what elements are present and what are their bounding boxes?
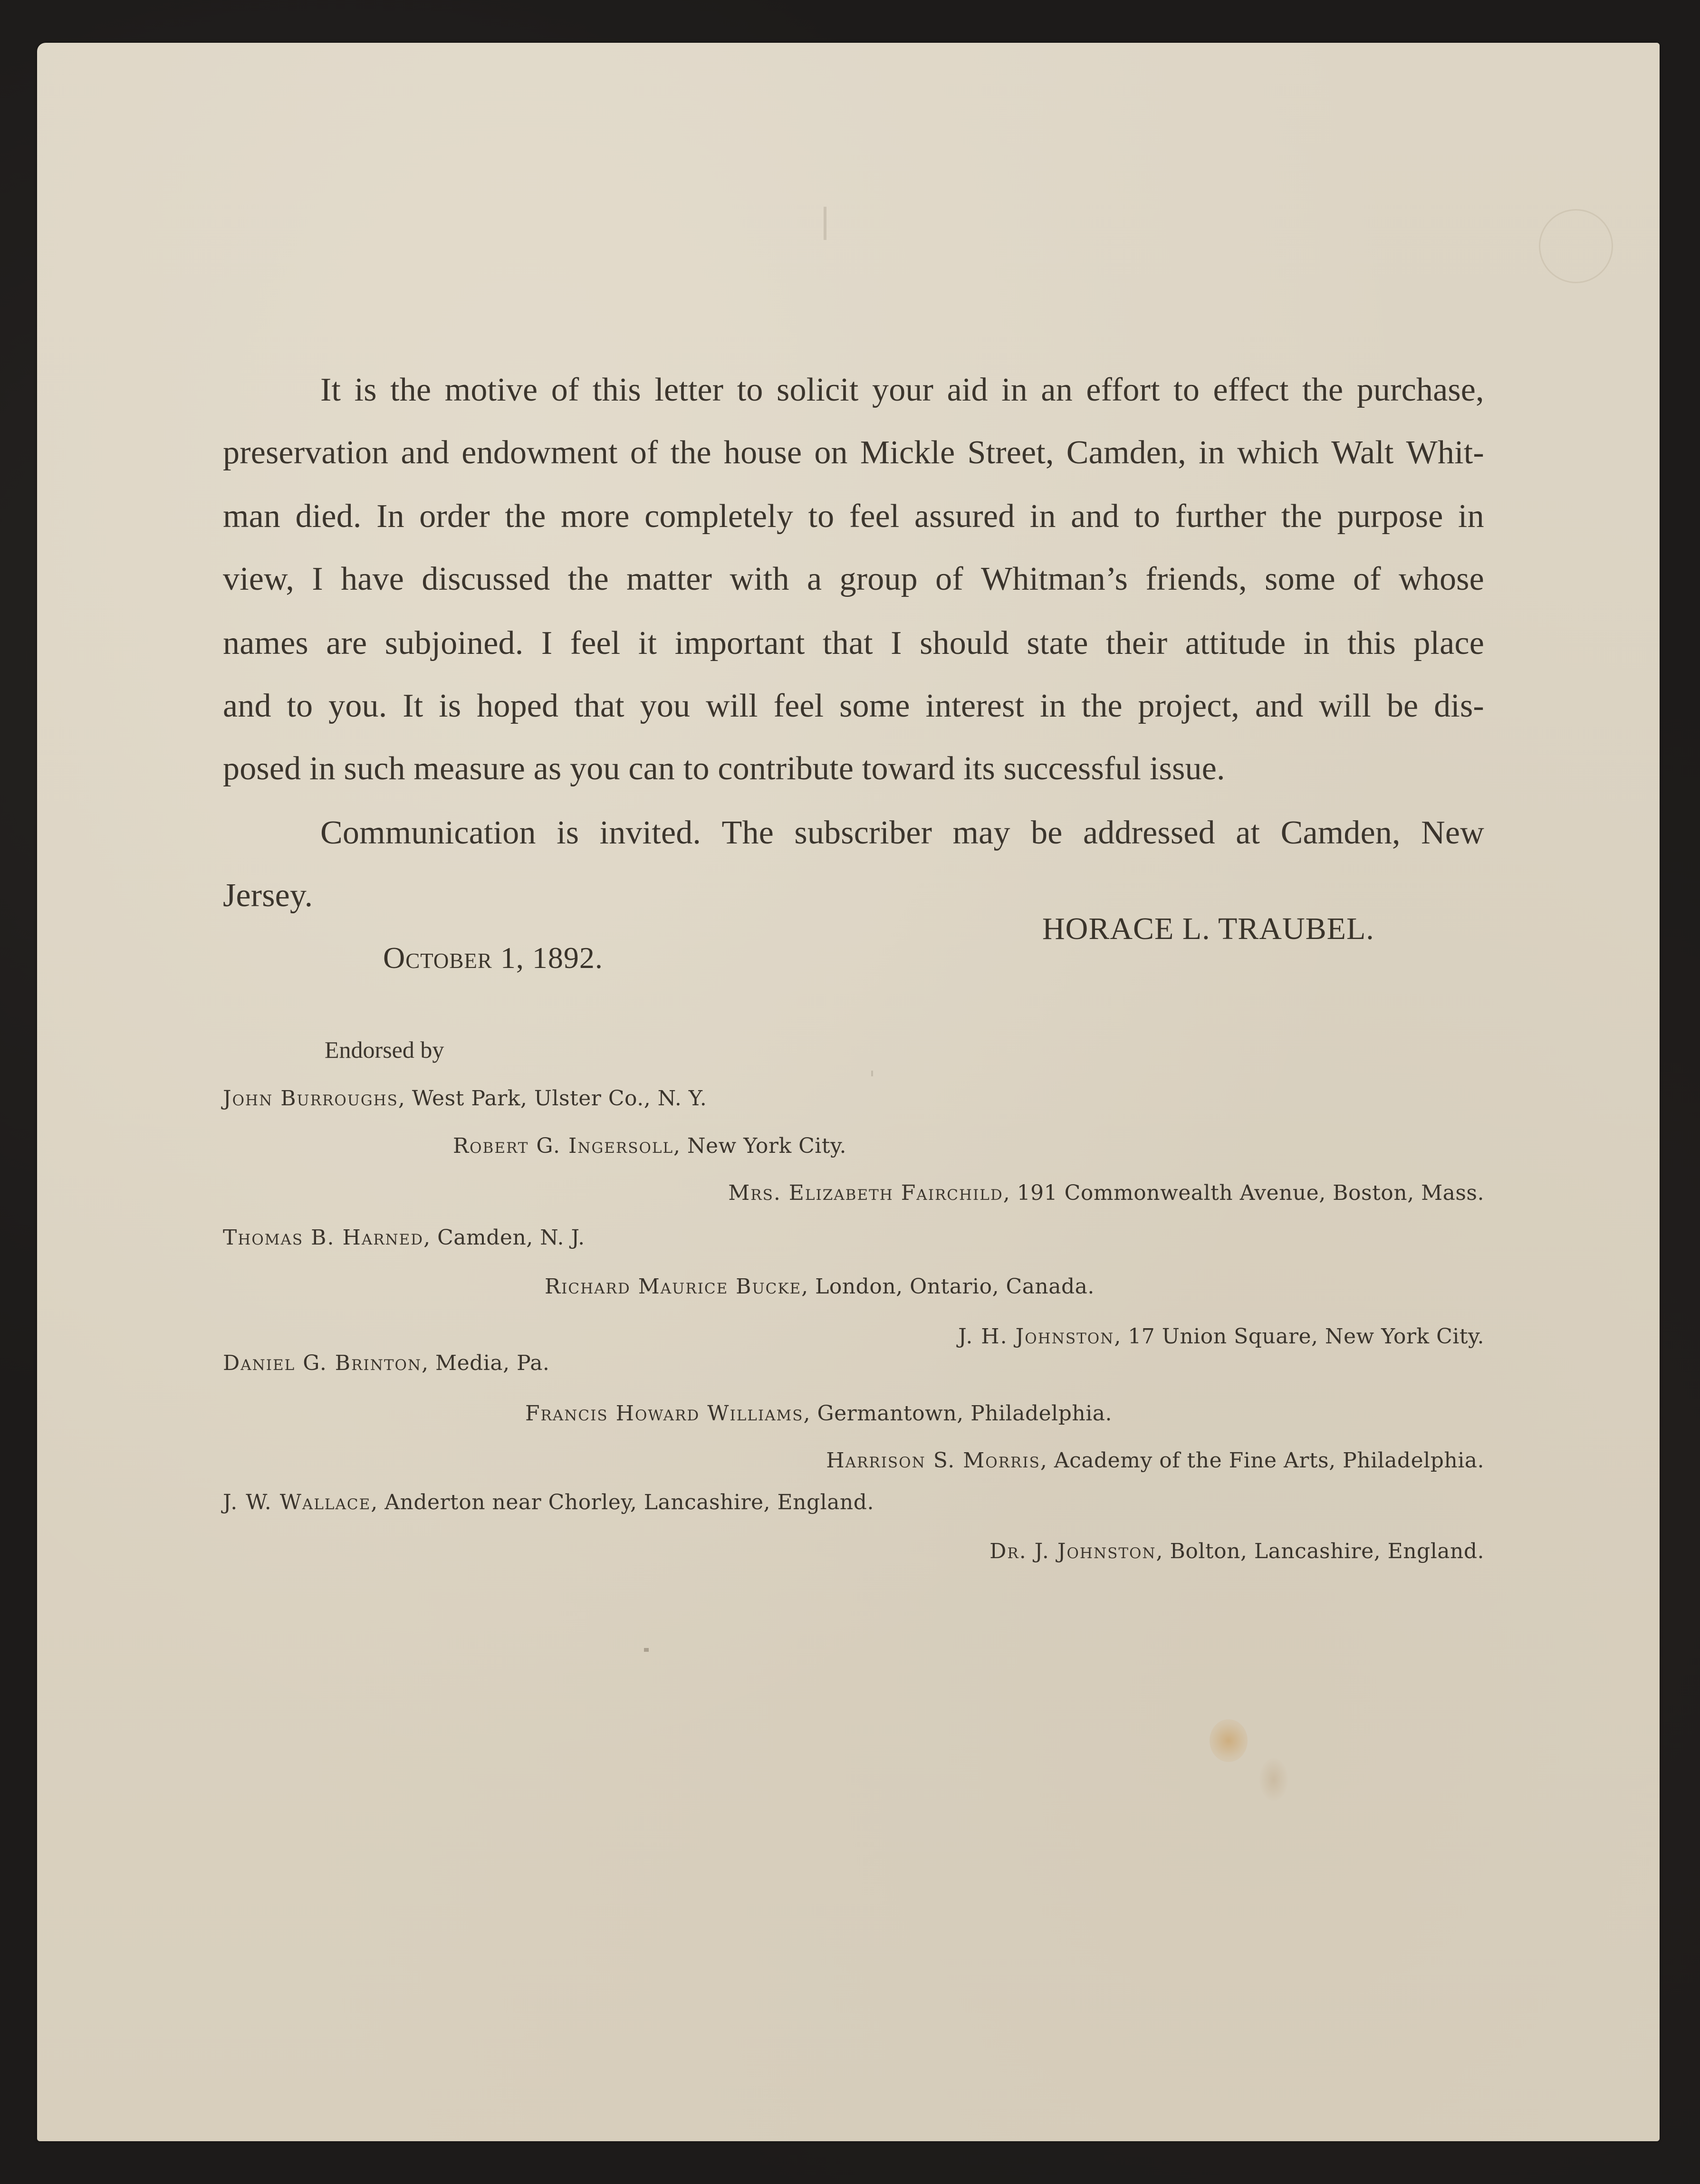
word: to (808, 498, 835, 535)
word: that (574, 688, 624, 724)
endorser-name: Daniel G. Brinton (223, 1351, 422, 1375)
word: in (1029, 498, 1056, 535)
endorser-name: J. H. Johnston (958, 1324, 1114, 1349)
word: a (807, 561, 822, 597)
word: man (223, 498, 281, 535)
word: In (376, 498, 404, 535)
endorsed-by-label: Endorsed by (325, 1036, 444, 1063)
text-line: posed in such measure as you can to contribute toward its successful issue. (223, 750, 1225, 787)
word: preservation (223, 434, 389, 471)
text-line (223, 563, 1484, 596)
word: letter (654, 372, 724, 408)
word: It (403, 688, 423, 724)
word: of (630, 434, 658, 471)
endorser-location: , Bolton, Lancashire, England. (1156, 1539, 1484, 1563)
word: purchase, (1356, 372, 1484, 408)
word: and (401, 434, 450, 471)
word: you (640, 688, 691, 724)
word: to (737, 372, 763, 408)
word: will (1319, 688, 1371, 724)
word: more (560, 498, 630, 535)
word: feel (570, 625, 621, 661)
word: whose (1399, 561, 1484, 597)
word: may (952, 814, 1010, 851)
word: in (1199, 434, 1225, 471)
word: motive (444, 372, 538, 408)
word: hoped (477, 688, 559, 724)
word: effect (1213, 372, 1289, 408)
word: feel (773, 688, 824, 724)
word: New (1421, 814, 1484, 851)
endorser-entry (223, 1492, 874, 1513)
endorser-name: Francis Howard Williams (525, 1401, 804, 1426)
endorser-location: , Germantown, Philadelphia. (803, 1401, 1113, 1426)
word: dis- (1434, 688, 1484, 724)
word: the (1281, 498, 1322, 535)
endorser-entry (958, 1326, 1484, 1347)
word: completely (644, 498, 794, 535)
endorser-name: John Burroughs (223, 1086, 398, 1111)
word: at (1236, 814, 1260, 851)
word: is (557, 814, 579, 851)
word: subjoined. (384, 625, 524, 661)
word: feel (849, 498, 900, 535)
word: state (1027, 625, 1088, 661)
word: are (326, 625, 367, 661)
text-line (320, 374, 1484, 407)
word: the (1302, 372, 1344, 408)
text-line (223, 690, 1484, 723)
word: Camden, (1280, 814, 1401, 851)
word: attitude (1185, 625, 1286, 661)
endorser-name: Mrs. Elizabeth Fairchild (728, 1181, 1003, 1205)
pencil-page-mark (1539, 209, 1613, 283)
endorser-location: , 191 Commonwealth Avenue, Boston, Mass. (1003, 1181, 1484, 1205)
word: interest (925, 688, 1025, 724)
word: group (839, 561, 918, 597)
word: be (1031, 814, 1063, 851)
endorser-entry (826, 1450, 1484, 1471)
word: have (341, 561, 404, 597)
word: Street, (967, 434, 1054, 471)
word: some (839, 688, 910, 724)
word: the (1081, 688, 1123, 724)
word: in (1039, 688, 1066, 724)
endorser-name: Richard Maurice Bucke (545, 1274, 802, 1299)
endorser-location: , West Park, Ulster Co., N. Y. (398, 1086, 707, 1111)
endorser-location: , London, Ontario, Canada. (801, 1274, 1095, 1299)
text-line (223, 436, 1484, 469)
word: project, (1138, 688, 1239, 724)
endorser-name: Harrison S. Morris (826, 1448, 1040, 1473)
word: Whit- (1406, 434, 1484, 471)
letter-date: October 1, 1892. (383, 941, 603, 975)
word: view, (223, 561, 295, 597)
word: effort (1086, 372, 1160, 408)
word: on (814, 434, 848, 471)
word: endowment (461, 434, 618, 471)
word: Camden, (1066, 434, 1186, 471)
word: invited. (599, 814, 701, 851)
endorser-entry (989, 1541, 1484, 1562)
word: the (390, 372, 432, 408)
word: with (730, 561, 789, 597)
word: I (891, 625, 902, 661)
word: subscriber (794, 814, 932, 851)
word: of (551, 372, 579, 408)
word: will (706, 688, 758, 724)
word: of (935, 561, 963, 597)
endorser-location: , Media, Pa. (422, 1351, 550, 1375)
word: Communication (320, 814, 536, 851)
word: names (223, 625, 308, 661)
endorser-entry (453, 1136, 846, 1157)
endorser-name: Dr. J. Johnston (989, 1539, 1156, 1563)
word: should (920, 625, 1009, 661)
word: Whitman’s (981, 561, 1128, 597)
word: it (638, 625, 657, 661)
word: purpose (1337, 498, 1443, 535)
word: I (312, 561, 323, 597)
endorser-location: , Academy of the Fine Arts, Philadelphia. (1040, 1448, 1484, 1473)
word: addressed (1083, 814, 1215, 851)
word: the (505, 498, 546, 535)
word: you. (328, 688, 387, 724)
word: to (1134, 498, 1161, 535)
endorser-entry (223, 1227, 585, 1248)
signature: HORACE L. TRAUBEL. (1042, 911, 1374, 946)
word: to (1173, 372, 1200, 408)
word: aid (947, 372, 988, 408)
word: their (1106, 625, 1168, 661)
word: solicit (777, 372, 859, 408)
text-line (223, 500, 1484, 533)
endorser-location: , New York City. (673, 1134, 847, 1158)
word: discussed (422, 561, 550, 597)
word: Mickle (860, 434, 955, 471)
word: and (223, 688, 271, 724)
word: to (287, 688, 313, 724)
word: Walt (1331, 434, 1394, 471)
word: be (1386, 688, 1419, 724)
word: died. (295, 498, 362, 535)
word: an (1041, 372, 1073, 408)
word: the (567, 561, 609, 597)
word: in (1303, 625, 1330, 661)
word: The (721, 814, 774, 851)
word: which (1237, 434, 1319, 471)
word: matter (626, 561, 712, 597)
endorser-entry (545, 1276, 1095, 1297)
endorser-location: , Anderton near Chorley, Lancashire, England. (371, 1490, 874, 1514)
word: house (723, 434, 802, 471)
word: some (1265, 561, 1335, 597)
endorser-location: , 17 Union Square, New York City. (1114, 1324, 1484, 1349)
word: I (541, 625, 553, 661)
word: that (822, 625, 873, 661)
word: your (872, 372, 934, 408)
word: the (670, 434, 711, 471)
word: this (1347, 625, 1396, 661)
endorser-entry (223, 1353, 549, 1374)
endorser-name: J. W. Wallace (223, 1490, 371, 1514)
word: of (1353, 561, 1381, 597)
word: and (1071, 498, 1119, 535)
text-line (223, 627, 1484, 660)
endorser-entry (525, 1403, 1112, 1424)
word: It (320, 372, 341, 408)
word: assured (914, 498, 1015, 535)
endorser-name: Robert G. Ingersoll (453, 1134, 674, 1158)
text-line: Jersey. (223, 877, 313, 914)
word: this (592, 372, 641, 408)
endorser-name: Thomas B. Harned (223, 1226, 424, 1250)
word: important (674, 625, 805, 661)
word: order (419, 498, 490, 535)
word: friends, (1145, 561, 1247, 597)
text-line (320, 816, 1484, 850)
endorser-location: , Camden, N. J. (423, 1226, 585, 1250)
endorser-entry (223, 1088, 707, 1109)
word: is (354, 372, 377, 408)
word: in (1458, 498, 1484, 535)
word: and (1255, 688, 1304, 724)
word: further (1175, 498, 1267, 535)
word: is (439, 688, 461, 724)
word: in (1001, 372, 1028, 408)
endorser-entry (728, 1183, 1484, 1204)
word: place (1413, 625, 1484, 661)
